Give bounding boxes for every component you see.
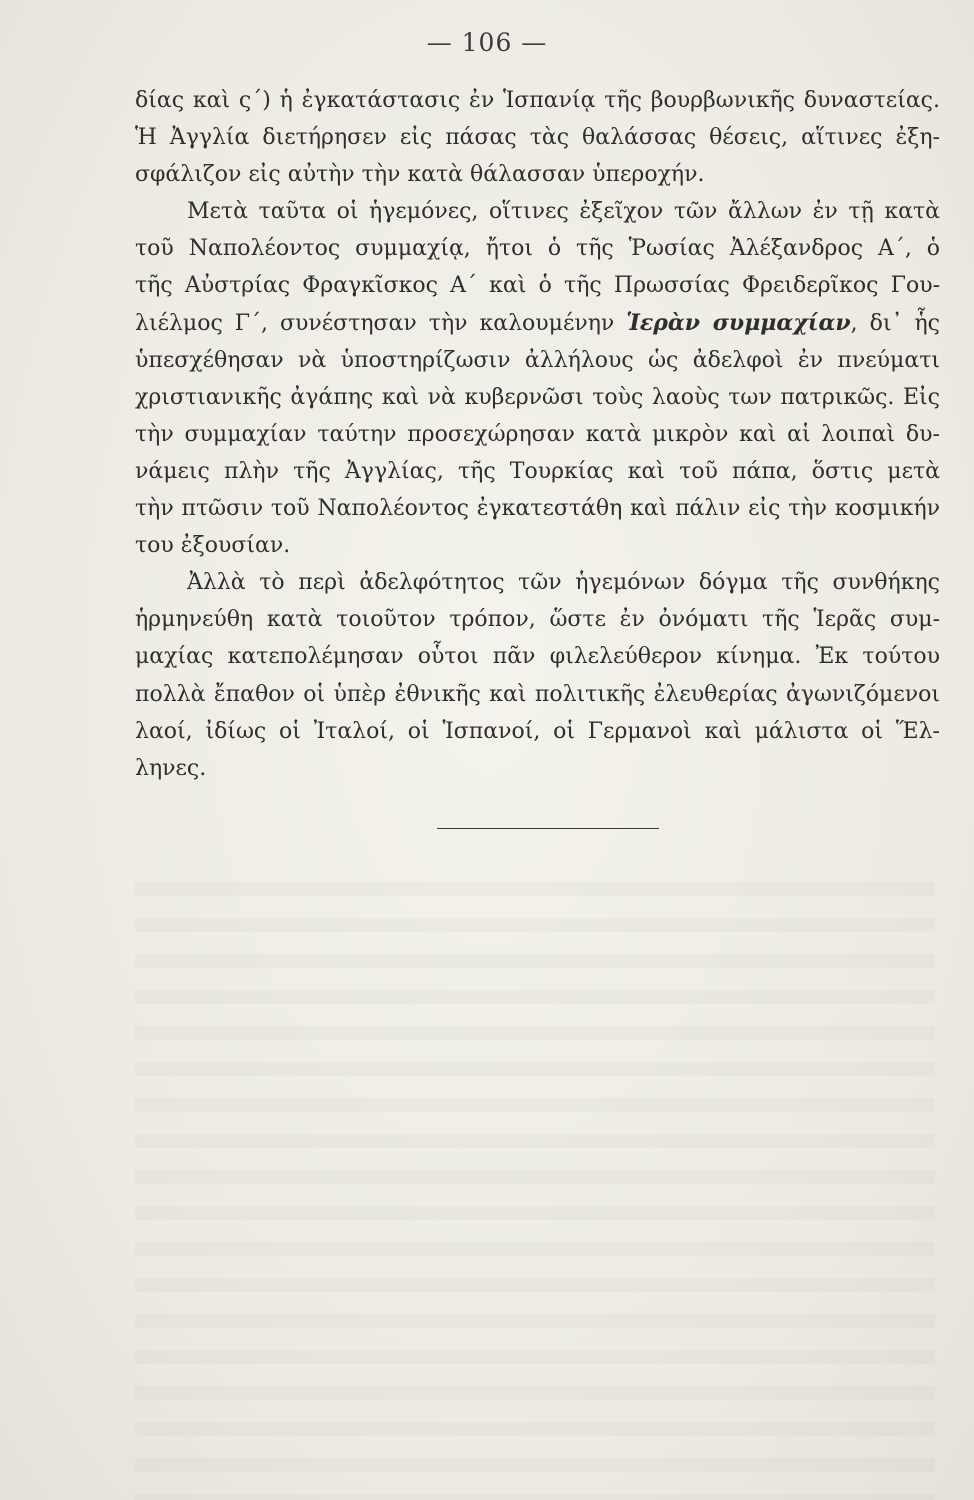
text-segment: λιέλμος Γ΄, συνέστησαν τὴν καλουμένην [135, 310, 627, 336]
text-line: ληνες. [135, 755, 207, 781]
text-line: τὴν συμμαχίαν ταύτην προσεχώρησαν κατὰ μικρὸν καὶ αἱ λοιπαὶ δυ- [135, 421, 940, 447]
text-segment: , δι᾽ ἧς [850, 310, 941, 336]
text-line: μαχίας κατεπολέμησαν οὗτοι πᾶν φιλελεύθερον κίνημα. Ἐκ τούτου [135, 644, 940, 670]
text-line: Ἀλλὰ τὸ περὶ ἀδελφότητος τῶν ἡγεμόνων δόγμα τῆς συνθήκης [187, 570, 940, 596]
text-line: του ἐξουσίαν. [135, 533, 291, 559]
text-line-with-emphasis [135, 305, 940, 342]
text-line: τοῦ Ναπολέοντος συμμαχίᾳ, ἤτοι ὁ τῆς Ῥωσίας Ἀλέξανδρος Α΄, ὁ [135, 236, 940, 262]
text-line: πολλὰ ἔπαθον οἱ ὑπὲρ ἐθνικῆς καὶ πολιτικῆς ἐλευθερίας ἀγωνιζόμενοι [135, 681, 940, 707]
text-line: τὴν πτῶσιν τοῦ Ναπολέοντος ἐγκατεστάθη καὶ πάλιν εἰς τὴν κοσμικήν [135, 496, 940, 522]
text-line: χριστιανικῆς ἀγάπης καὶ νὰ κυβερνῶσι τοὺς λαοὺς των πατρικῶς. Εἰς [135, 384, 940, 410]
holy-alliance-term: Ἱερὰν συμμαχίαν [626, 309, 851, 336]
body-text [135, 82, 940, 787]
section-divider [437, 828, 659, 829]
bleed-through-area [135, 860, 935, 1500]
text-line: τῆς Αὐστρίας Φραγκῖσκος Α΄ καὶ ὁ τῆς Πρωσσίας Φρειδερῖκος Γου- [135, 273, 940, 299]
text-line: νάμεις πλὴν τῆς Ἀγγλίας, τῆς Τουρκίας καὶ τοῦ πάπα, ὅστις μετὰ [135, 458, 940, 484]
text-line: δίας καὶ ς΄) ἡ ἐγκατάστασις ἐν Ἱσπανίᾳ τῆς βουρβωνικῆς δυναστείας. [135, 88, 940, 113]
text-line: σφάλιζον εἰς αὐτὴν τὴν κατὰ θάλασσαν ὑπεροχήν. [135, 162, 705, 188]
text-line: Ἡ Ἀγγλία διετήρησεν εἰς πάσας τὰς θαλάσσας θέσεις, αἵτινες ἐξη- [135, 125, 940, 151]
text-line: ὑπεσχέθησαν νὰ ὑποστηρίζωσιν ἀλλήλους ὡς ἀδελφοὶ ἐν πνεύματι [135, 347, 940, 373]
text-line: Μετὰ ταῦτα οἱ ἡγεμόνες, οἵτινες ἐξεῖχον τῶν ἄλλων ἐν τῇ κατὰ [187, 199, 940, 225]
text-line: ἡρμηνεύθη κατὰ τοιοῦτον τρόπον, ὥστε ἐν ὀνόματι τῆς Ἱερᾶς συμ- [135, 607, 940, 633]
page-number: — 106 — [426, 28, 548, 57]
text-line: λαοί, ἰδίως οἱ Ἰταλοί, οἱ Ἱσπανοί, οἱ Γερμανοὶ καὶ μάλιστα οἱ Ἕλ- [135, 718, 940, 744]
